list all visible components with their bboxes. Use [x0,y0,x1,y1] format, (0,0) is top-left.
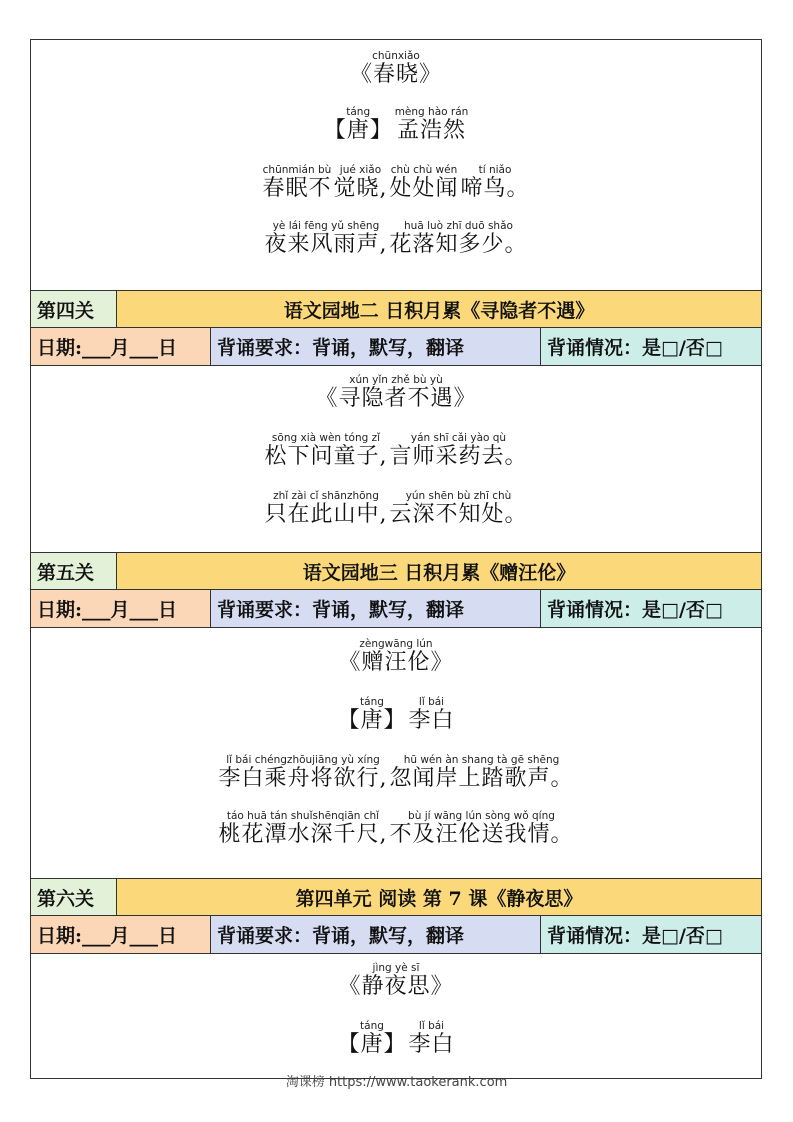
worksheet [30,39,762,1079]
word-group [218,754,387,792]
word-group [333,164,387,202]
hanzi: 李白 [408,1032,455,1057]
pinyin: lǐ bái [418,696,445,708]
poem-author [31,696,761,734]
hanzi: 【唐】 [323,118,393,143]
hanzi: 忽闻岸上踏歌声。 [389,766,574,791]
word-group [218,810,387,848]
hanzi: 《寻隐者不遇》 [315,386,477,411]
hanzi: 松下问童子, [264,444,388,469]
pinyin: zhǐ zài cǐ shānzhōng [273,490,379,502]
pinyin: xún yǐn zhě bù yù [349,374,443,386]
date-field: 日期:___月___日 [31,590,211,627]
level-header [31,553,761,590]
word-group [409,1020,455,1058]
poem-title [31,374,761,412]
footer-watermark: 淘课榜 https://www.taokerank.com [285,1075,508,1090]
level-header [31,879,761,916]
hanzi: 只在此山中, [264,502,388,527]
pinyin: jué xiǎo [339,164,382,176]
info-row [31,328,761,366]
recite-status: 背诵情况：是□/否□ [541,590,761,627]
pinyin: yè lái fēng yǔ shēng [272,220,380,232]
pinyin: huā luò zhī duō shǎo [404,220,513,232]
word-group [350,50,442,88]
word-group [389,220,527,258]
word-group [409,696,455,734]
word-group [337,696,406,734]
hanzi: 觉晓, [333,176,388,201]
word-group [264,220,387,258]
hanzi: 《静夜思》 [338,974,454,999]
word-group [264,490,387,528]
pinyin: jìng yè sī [372,962,420,974]
recite-requirement: 背诵要求：背诵，默写，翻译 [211,590,541,627]
word-group [264,432,387,470]
word-group [338,638,453,676]
level-header [31,291,761,328]
level-label: 第五关 [31,553,117,589]
hanzi: 李白 [408,708,455,733]
word-group [315,374,476,412]
pinyin: táo huā tán shuǐshēnqiān chǐ [226,810,380,822]
hanzi: 啼鸟。 [460,176,530,201]
word-group [389,490,527,528]
poem-line [31,754,761,792]
poem-line [31,490,761,528]
poem-line [31,432,761,470]
poem-author [31,1020,761,1058]
poem-line [31,164,761,202]
recite-requirement: 背诵要求：背诵，默写，翻译 [211,328,541,365]
pinyin: chūnxiǎo [372,50,420,62]
pinyin: yún shēn bù zhī chù [405,490,512,502]
recite-requirement: 背诵要求：背诵，默写，翻译 [211,916,541,953]
hanzi: 《赠汪伦》 [338,650,454,675]
pinyin: mèng hào rán [394,106,469,118]
hanzi: 不及汪伦送我情。 [389,822,574,847]
word-group [338,962,453,1000]
pinyin: yán shī cǎi yào qù [410,432,507,444]
pinyin: lǐ bái [418,1020,445,1032]
pinyin: táng [360,696,384,708]
word-group [389,432,527,470]
word-group [461,164,530,202]
hanzi: 【唐】 [337,1032,407,1057]
word-group [324,106,393,144]
poem-title [31,638,761,676]
poem-title [31,962,761,1000]
pinyin: tí niǎo [478,164,512,176]
info-row [31,590,761,628]
pinyin: bù jí wāng lún sòng wǒ qíng [408,810,555,822]
recite-status: 背诵情况：是□/否□ [541,328,761,365]
recite-status: 背诵情况：是□/否□ [541,916,761,953]
poem-line [31,810,761,848]
poem-zengwanglun [31,628,761,879]
hanzi: 孟浩然 [397,118,467,143]
poem-title [31,50,761,88]
word-group [389,164,458,202]
level-title: 第四单元 阅读 第 7 课《静夜思》 [117,879,761,915]
poem-chunxiao [31,40,761,291]
pinyin: sōng xià wèn tóng zǐ [271,432,381,444]
pinyin: zèngwāng lún [359,638,433,650]
poem-line [31,220,761,258]
hanzi: 《春晓》 [349,62,442,87]
hanzi: 云深不知处。 [389,502,528,527]
hanzi: 处处闻 [389,176,459,201]
hanzi: 春眠不 [262,176,332,201]
word-group [262,164,331,202]
level-label: 第四关 [31,291,117,327]
hanzi: 李白乘舟将欲行, [218,766,388,791]
date-field: 日期:___月___日 [31,916,211,953]
poem-xunyinzhe [31,366,761,553]
hanzi: 言师采药去。 [389,444,528,469]
hanzi: 【唐】 [337,708,407,733]
info-row [31,916,761,954]
poem-author [31,106,761,144]
pinyin: lǐ bái chéngzhōujiāng yù xíng [226,754,380,766]
word-group [389,754,573,792]
word-group [337,1020,406,1058]
pinyin: hū wén àn shang tà gē shēng [403,754,560,766]
hanzi: 夜来风雨声, [264,232,388,257]
poem-jingyesi [31,954,761,1078]
pinyin: táng [346,106,371,118]
hanzi: 桃花潭水深千尺, [218,822,388,847]
level-label: 第六关 [31,879,117,915]
level-title: 语文园地二 日积月累《寻隐者不遇》 [117,291,761,327]
pinyin: chù chù wén [390,164,458,176]
level-title: 语文园地三 日积月累《赠汪伦》 [117,553,761,589]
word-group [395,106,469,144]
pinyin: táng [360,1020,384,1032]
word-group [389,810,573,848]
date-field: 日期:___月___日 [31,328,211,365]
pinyin: chūnmián bù [262,164,332,176]
hanzi: 花落知多少。 [389,232,528,257]
